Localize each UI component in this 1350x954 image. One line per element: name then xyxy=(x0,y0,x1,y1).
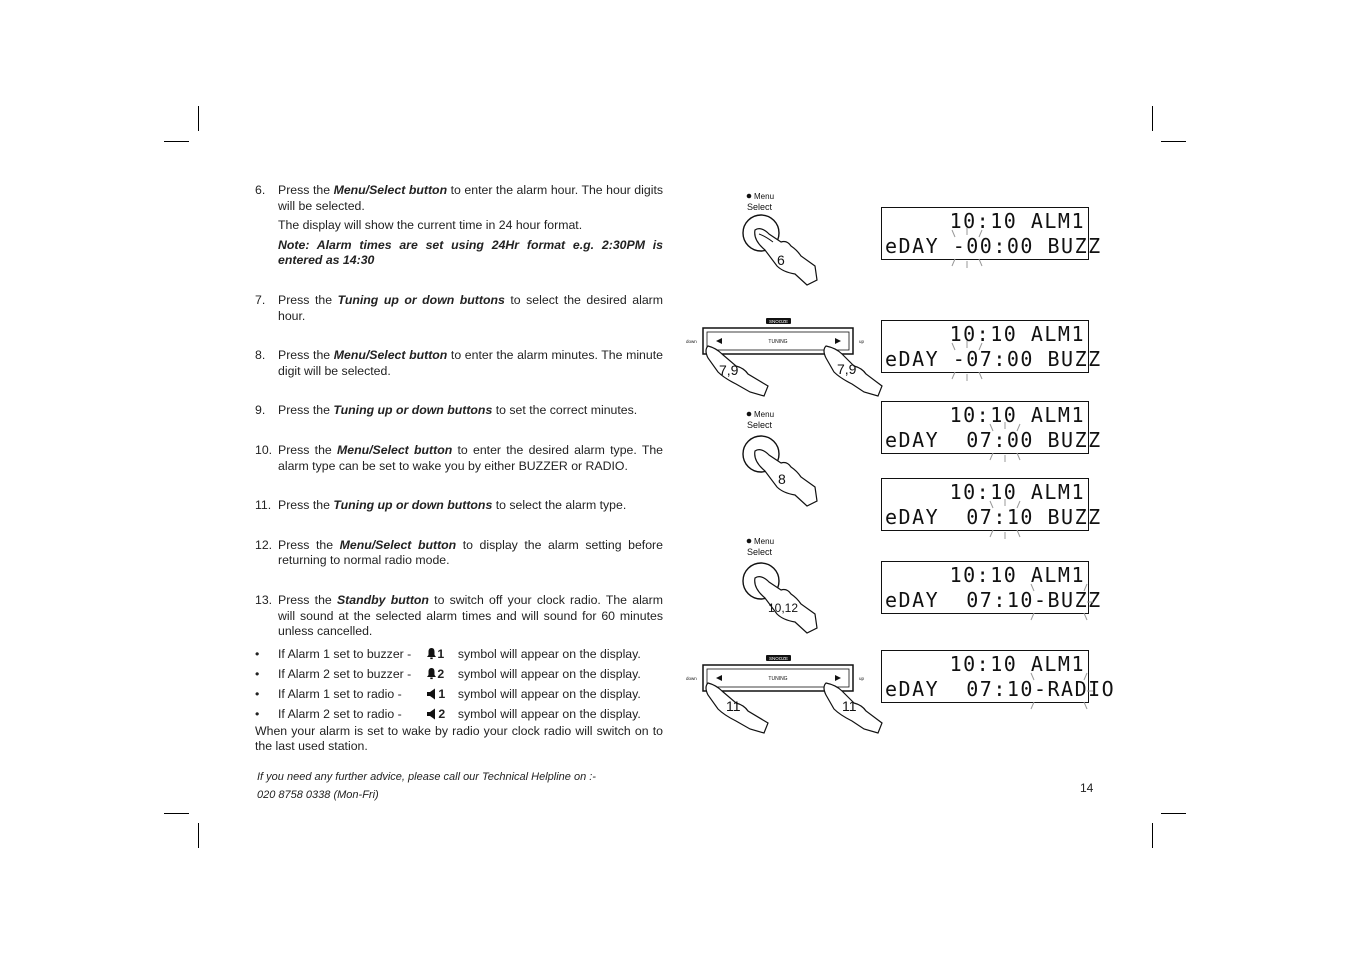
button-name: Tuning up or down buttons xyxy=(333,403,493,418)
flash-indicator xyxy=(940,341,1000,381)
down-label: down xyxy=(686,676,697,681)
callout-number: 11 xyxy=(726,698,741,714)
flash-indicator xyxy=(1025,671,1095,711)
step-11 xyxy=(255,498,663,514)
step-text: Press the Tuning up or down buttons to select the alarm type. xyxy=(278,498,627,513)
step-6 xyxy=(255,183,663,269)
snooze-label: SNOOZE xyxy=(768,319,789,324)
hand-icon xyxy=(755,450,817,506)
list-item: • If Alarm 2 set to buzzer - 2 symbol will appear on the display. xyxy=(255,664,663,684)
callout-number: 7,9 xyxy=(719,362,739,378)
closing-paragraph: When your alarm is set to wake by radio your clock radio will switch on to the last used station. xyxy=(255,723,663,754)
crop-mark xyxy=(1161,141,1186,142)
callout-number: 10,12 xyxy=(768,601,799,615)
speaker-icon: 1 xyxy=(426,684,454,704)
step-number: 9. xyxy=(255,403,266,418)
list-item: • If Alarm 1 set to radio - 1 symbol will appear on the display. xyxy=(255,684,663,704)
down-label: down xyxy=(686,339,697,344)
step-8 xyxy=(255,348,663,379)
menu-label: Menu xyxy=(754,410,775,419)
crop-mark xyxy=(198,823,199,848)
lcd-row-alarm: eDAY 07:10-BUZZ xyxy=(885,588,1102,612)
speaker-icon: 2 xyxy=(426,704,454,724)
flash-indicator xyxy=(978,422,1038,462)
step-7 xyxy=(255,293,663,324)
step-number: 11. xyxy=(255,498,272,513)
lcd-row-time: 10:10 ALM1 xyxy=(949,652,1085,676)
bell-icon: 1 xyxy=(426,644,454,664)
lcd-row-time: 10:10 ALM1 xyxy=(949,322,1085,346)
lcd-row-alarm: eDAY 07:10 BUZZ xyxy=(885,505,1102,529)
flash-indicator xyxy=(978,499,1038,539)
select-label: Select xyxy=(747,420,773,430)
dot-icon xyxy=(747,194,752,199)
crop-mark xyxy=(164,813,189,814)
menu-select-illustration xyxy=(735,408,825,508)
step-number: 13. xyxy=(255,592,273,607)
menu-label: Menu xyxy=(754,192,775,201)
lcd-row-time: 10:10 ALM1 xyxy=(949,209,1085,233)
callout-number: 11 xyxy=(842,698,857,714)
crop-mark xyxy=(1152,823,1153,848)
step-10 xyxy=(255,443,663,474)
lcd-row-alarm: eDAY 07:00 BUZZ xyxy=(885,428,1102,452)
list-item: • If Alarm 2 set to radio - 2 symbol will appear on the display. xyxy=(255,704,663,724)
lcd-row-alarm: eDAY -07:00 BUZZ xyxy=(885,347,1102,371)
alarm-symbol-list xyxy=(255,644,663,724)
up-label: up xyxy=(859,676,865,681)
callout-number: 6 xyxy=(777,252,785,268)
helpline xyxy=(257,768,596,804)
button-name: Tuning up or down buttons xyxy=(333,498,493,513)
tuning-label: TUNING xyxy=(768,339,788,345)
button-name: Tuning up or down buttons xyxy=(337,292,505,307)
helpline-number: 020 8758 0338 (Mon-Fri) xyxy=(257,789,379,801)
select-label: Select xyxy=(747,547,773,557)
step-number: 12. xyxy=(255,537,273,552)
tuning-label: TUNING xyxy=(768,676,788,682)
step-text: Press the Menu/Select button to display the alarm setting before returning to normal radio mode. xyxy=(278,537,663,568)
flash-indicator xyxy=(940,228,1000,268)
callout-number: 7,9 xyxy=(837,361,857,377)
page-number: 14 xyxy=(1080,781,1094,795)
step-13 xyxy=(255,593,663,640)
crop-mark xyxy=(1152,106,1153,131)
step-subtext: The display will show the current time in 24 hour format. xyxy=(278,218,583,233)
button-name: Menu/Select button xyxy=(339,537,457,552)
tuning-buttons-illustration xyxy=(686,653,886,735)
step-text: Press the Tuning up or down buttons to select the desired alarm hour. xyxy=(278,292,663,323)
step-text: Press the Menu/Select button to enter the desired alarm type. The alarm type can be set to wake you by either BUZZER or RADIO. xyxy=(278,442,664,473)
crop-mark xyxy=(198,106,199,131)
crop-mark xyxy=(1161,813,1186,814)
crop-mark xyxy=(164,141,189,142)
lcd-row-time: 10:10 ALM1 xyxy=(949,403,1085,427)
lcd-row-time: 10:10 ALM1 xyxy=(949,480,1085,504)
tuning-buttons-illustration xyxy=(686,316,886,398)
lcd-row-time: 10:10 ALM1 xyxy=(949,563,1085,587)
menu-select-illustration xyxy=(735,190,825,290)
step-number: 6. xyxy=(255,183,266,197)
snooze-label: SNOOZE xyxy=(768,656,789,661)
bell-icon: 2 xyxy=(426,664,454,684)
step-12 xyxy=(255,538,663,569)
step-number: 8. xyxy=(255,348,266,363)
menu-select-illustration xyxy=(735,535,825,635)
step-9 xyxy=(255,403,663,419)
callout-number: 8 xyxy=(778,471,786,487)
lcd-row-alarm: eDAY 07:10-RADIO xyxy=(885,677,1116,701)
hand-icon xyxy=(755,229,817,285)
button-name: Standby button xyxy=(336,592,429,607)
up-label: up xyxy=(859,339,865,344)
dot-icon xyxy=(747,412,752,417)
instructions xyxy=(255,183,663,767)
step-text: Press the Tuning up or down buttons to set the correct minutes. xyxy=(278,403,638,418)
button-name: Menu/Select button xyxy=(333,183,448,197)
lcd-row-alarm: eDAY -00:00 BUZZ xyxy=(885,234,1102,258)
step-text: Press the Standby button to switch off your clock radio. The alarm will sound at the selected alarm times and will sound for 60 minutes unless cancelled. xyxy=(278,592,663,639)
step-note: Note: Alarm times are set using 24Hr format e.g. 2:30PM is entered as 14:30 xyxy=(278,237,663,268)
menu-label: Menu xyxy=(754,537,775,546)
step-number: 10. xyxy=(255,442,273,457)
button-name: Menu/Select button xyxy=(337,442,453,457)
flash-indicator xyxy=(1025,582,1095,622)
step-text: Press the Menu/Select button to enter the alarm hour. The hour digits will be selected. xyxy=(278,183,664,213)
select-label: Select xyxy=(747,202,773,212)
dot-icon xyxy=(747,539,752,544)
step-number: 7. xyxy=(255,292,266,307)
helpline-text: If you need any further advice, please call our Technical Helpline on :- xyxy=(257,771,596,783)
button-name: Menu/Select button xyxy=(333,348,448,363)
list-item: • If Alarm 1 set to buzzer - 1 symbol will appear on the display. xyxy=(255,644,663,664)
step-text: Press the Menu/Select button to enter the alarm minutes. The minute digit will be selected. xyxy=(278,348,663,378)
